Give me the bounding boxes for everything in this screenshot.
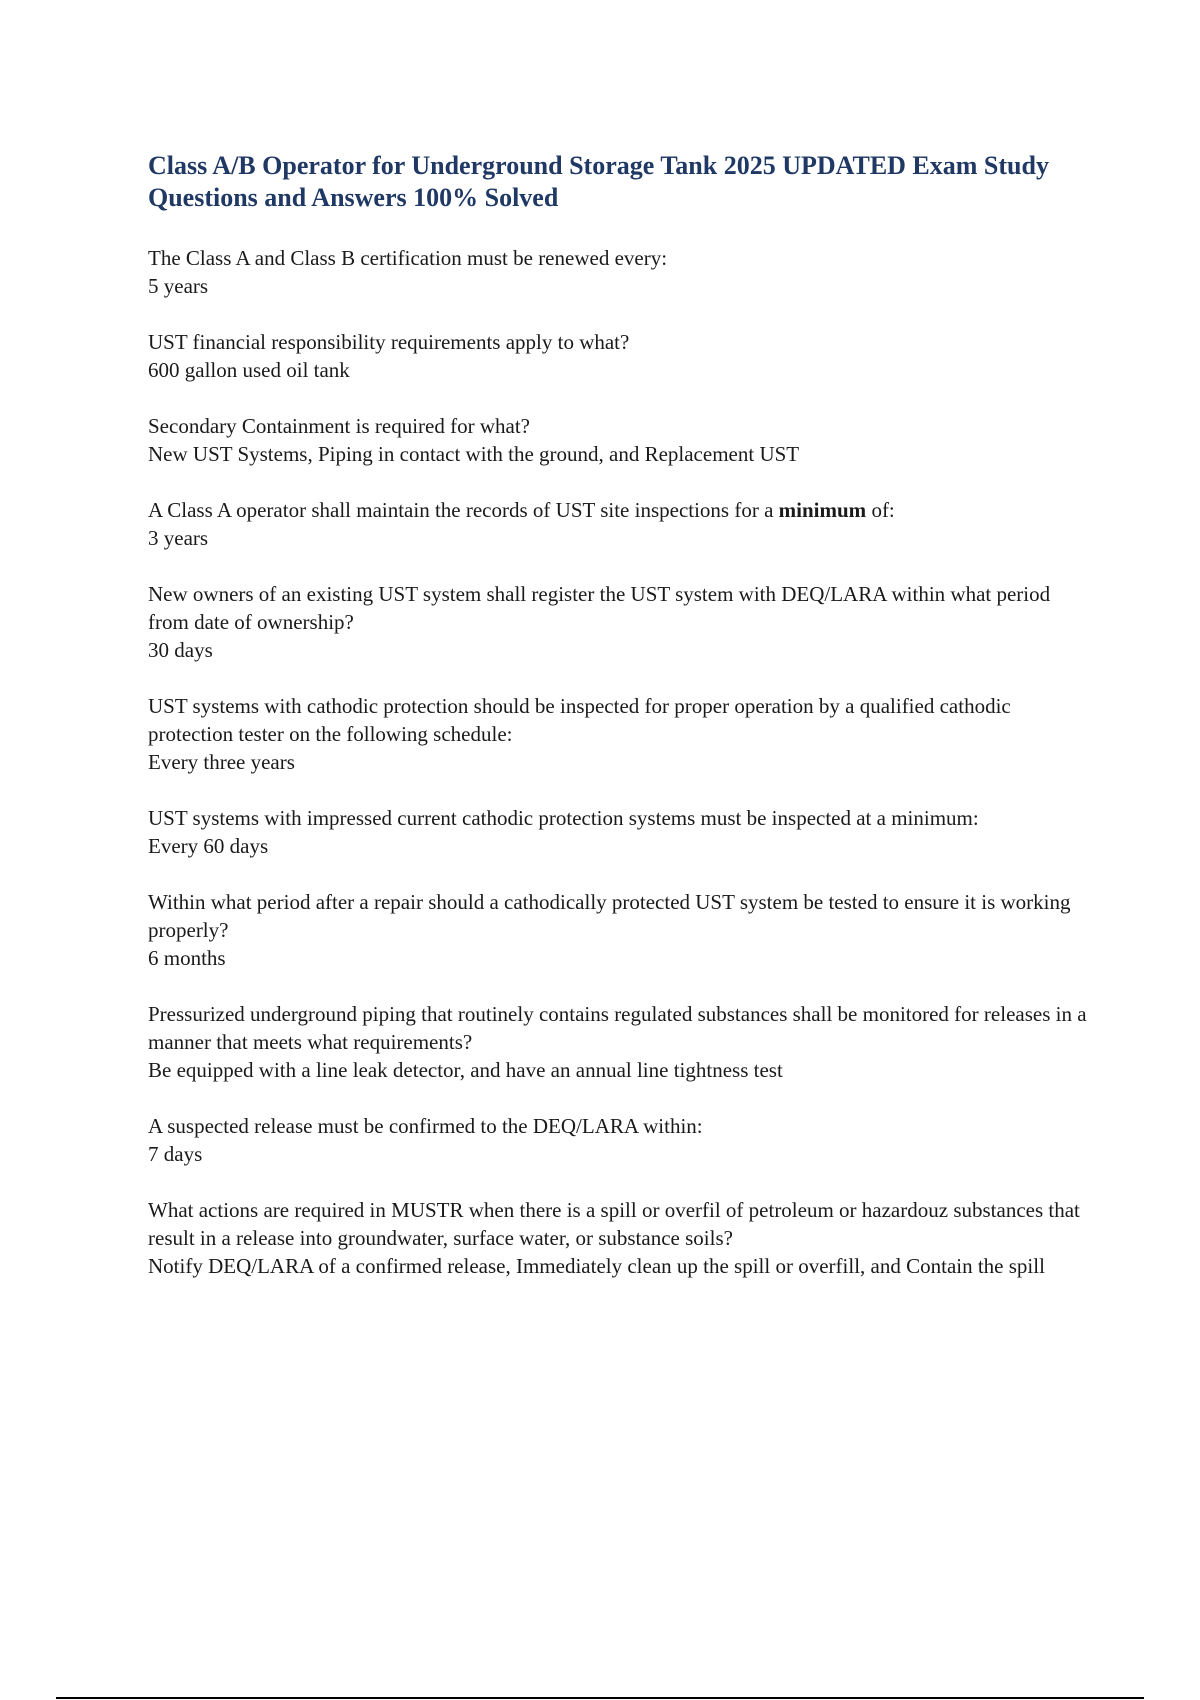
question-text-part: of: (866, 498, 895, 522)
question-text: New owners of an existing UST system shall register the UST system with DEQ/LARA within what period from date of ownership? (148, 582, 1051, 634)
answer-text: Be equipped with a line leak detector, and have an annual line tightness test (148, 1058, 783, 1082)
question-text: UST systems with impressed current cathodic protection systems must be inspected at a minimum: (148, 806, 979, 830)
answer-text: New UST Systems, Piping in contact with the ground, and Replacement UST (148, 442, 800, 466)
document-title: Class A/B Operator for Underground Storage Tank 2025 UPDATED Exam Study Questions and Answers 100% Solved (148, 151, 1049, 212)
question-text: Pressurized underground piping that routinely contains regulated substances shall be monitored for releases in a manner that meets what requirements? (148, 1002, 1087, 1054)
answer-text: 6 months (148, 946, 226, 970)
question-text: A suspected release must be confirmed to the DEQ/LARA within: (148, 1114, 703, 1138)
qa-item (148, 1196, 1088, 1280)
question-text: Within what period after a repair should a cathodically protected UST system be tested to ensure it is working properly? (148, 890, 1071, 942)
answer-text: Every three years (148, 750, 295, 774)
question-text (148, 496, 1088, 524)
question-text: Secondary Containment is required for what? (148, 414, 530, 438)
question-emphasis: minimum (778, 498, 867, 522)
qa-item (148, 888, 1088, 972)
qa-item (148, 412, 1088, 468)
qa-item (148, 804, 1088, 860)
answer-text: 30 days (148, 638, 213, 662)
qa-item (148, 1000, 1088, 1084)
qa-item (148, 328, 1088, 384)
answer-text: 3 years (148, 526, 209, 550)
question-text: UST financial responsibility requirements apply to what? (148, 330, 630, 354)
document-page (148, 150, 1088, 1308)
question-text: UST systems with cathodic protection should be inspected for proper operation by a qualified cathodic protection tester on the following schedule: (148, 694, 1011, 746)
answer-text: Notify DEQ/LARA of a confirmed release, Immediately clean up the spill or overfill, and Contain the spill (148, 1254, 1045, 1278)
answer-text: 7 days (148, 1142, 203, 1166)
qa-list (148, 244, 1088, 1280)
qa-item (148, 244, 1088, 300)
qa-item (148, 496, 1088, 552)
answer-text: Every 60 days (148, 834, 269, 858)
qa-item (148, 692, 1088, 776)
answer-text: 5 years (148, 274, 209, 298)
page-bottom-rule (56, 1697, 1144, 1699)
question-text: What actions are required in MUSTR when there is a spill or overfil of petroleum or hazardouz substances that result in a release into groundwater, surface water, or substance soils? (148, 1198, 1080, 1250)
question-text: The Class A and Class B certification must be renewed every: (148, 246, 668, 270)
answer-text: 600 gallon used oil tank (148, 358, 350, 382)
question-text-part: A Class A operator shall maintain the records of UST site inspections for a (148, 498, 779, 522)
qa-item (148, 580, 1088, 664)
qa-item (148, 1112, 1088, 1168)
